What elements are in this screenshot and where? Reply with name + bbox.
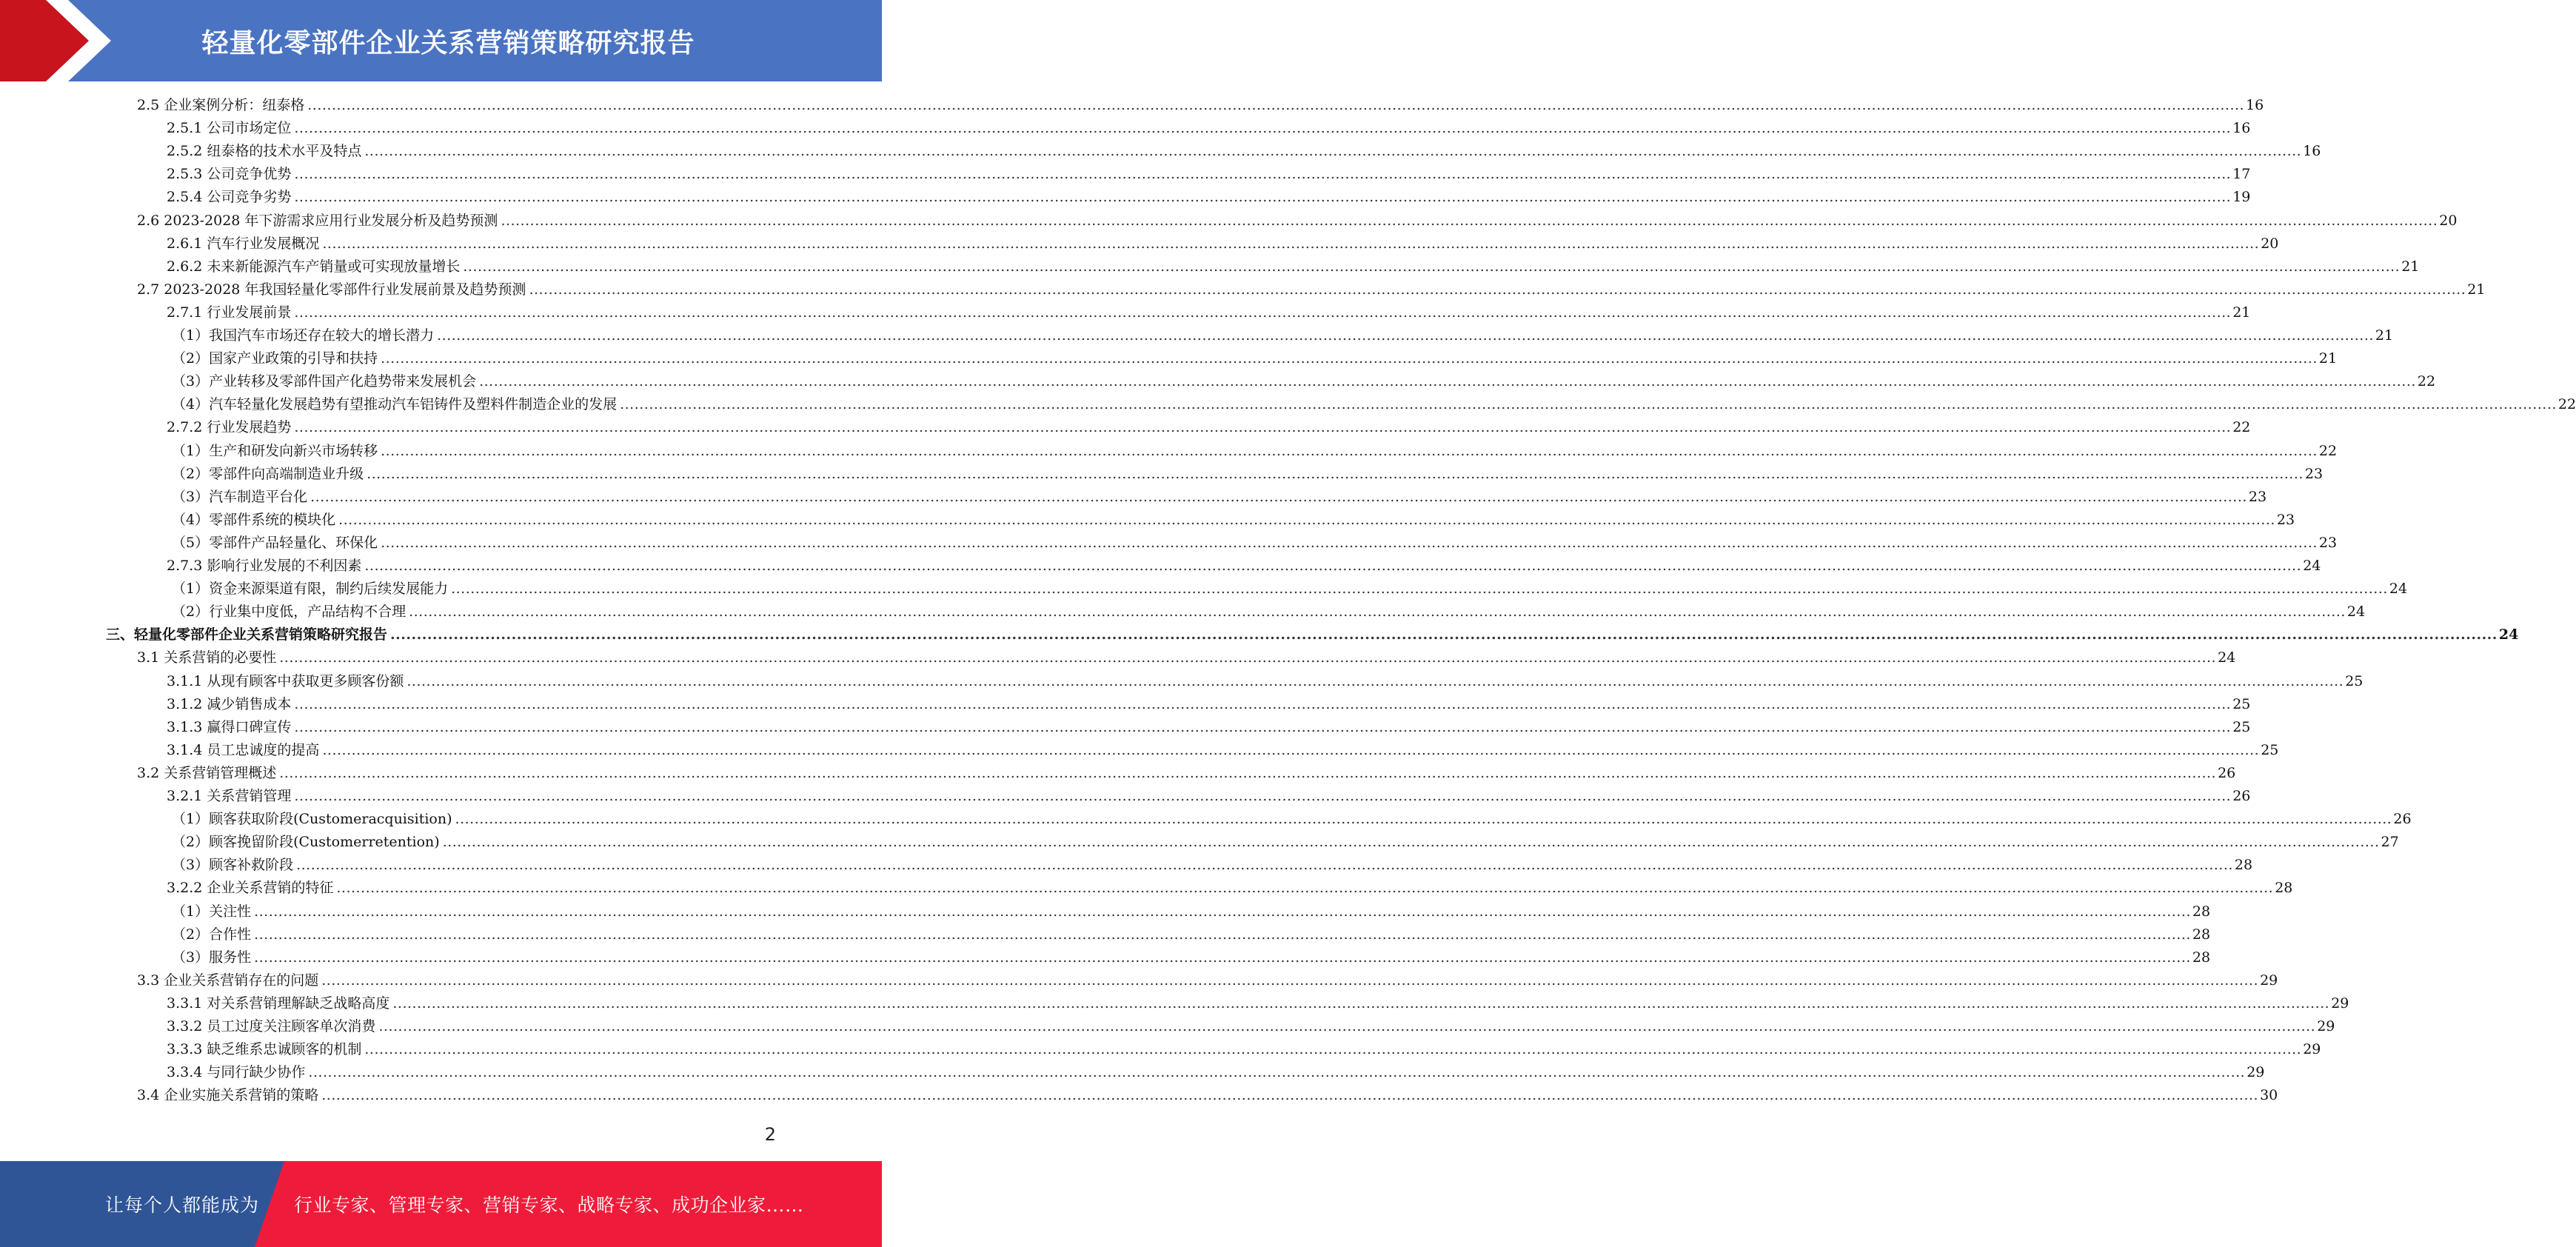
toc-entry[interactable]: [172, 324, 2394, 347]
toc-entry-label: （4）汽车轻量化发展趋势有望推动汽车铝铸件及塑料件制造企业的发展: [172, 396, 618, 412]
toc-entry[interactable]: [167, 1061, 2265, 1084]
toc-dot-leader: ................................................................................................................................................................................................................................................................................................................................................................................................................: [620, 396, 2557, 412]
toc-entry-page: 29: [2247, 1064, 2265, 1080]
toc-dot-leader: ................................................................................................................................................................................................................................................................................................................................................................................................................: [409, 604, 2346, 620]
toc-entry-label: （4）零部件系统的模块化: [172, 512, 336, 528]
toc-dot-leader: ................................................................................................................................................................................................................................................................................................................................................................................................................: [381, 350, 2318, 367]
toc-dot-leader: ................................................................................................................................................................................................................................................................................................................................................................................................................: [254, 949, 2191, 966]
toc-entry[interactable]: [137, 210, 2458, 233]
toc-dot-leader: ................................................................................................................................................................................................................................................................................................................................................................................................................: [294, 166, 2232, 182]
toc-entry-page: 25: [2261, 742, 2279, 758]
toc-dot-leader: ................................................................................................................................................................................................................................................................................................................................................................................................................: [336, 880, 2274, 896]
toc-entry-label: （2）合作性: [172, 926, 252, 943]
toc-dot-leader: ................................................................................................................................................................................................................................................................................................................................................................................................................: [279, 649, 2217, 666]
toc-entry[interactable]: [167, 233, 2279, 255]
toc-entry-page: 23: [2304, 466, 2324, 482]
toc-entry-page: 16: [2303, 143, 2321, 159]
toc-entry[interactable]: [137, 762, 2236, 785]
toc-entry-label: 3.1.1 从现有顾客中获取更多顾客份额: [167, 673, 404, 689]
toc-entry[interactable]: [137, 1084, 2278, 1107]
toc-entry-label: （1）顾客获取阶段(Customeracquisition): [172, 811, 452, 827]
toc-entry-page: 29: [2317, 1018, 2335, 1034]
toc-entry[interactable]: [172, 440, 2338, 463]
toc-dot-leader: ................................................................................................................................................................................................................................................................................................................................................................................................................: [381, 443, 2318, 459]
toc-entry-page: 24: [2498, 626, 2519, 643]
footer-slogan-left: 让每个人都能成为: [105, 1194, 260, 1216]
toc-entry-page: 25: [2232, 719, 2251, 735]
report-title: 轻量化零部件企业关系营销策略研究报告: [201, 27, 695, 58]
toc-entry[interactable]: [137, 646, 2236, 669]
toc-entry-label: 3.2.1 关系营销管理: [167, 788, 292, 804]
toc-entry[interactable]: [167, 739, 2279, 762]
toc-dot-leader: ................................................................................................................................................................................................................................................................................................................................................................................................................: [310, 489, 2247, 505]
toc-entry-page: 28: [2234, 857, 2253, 873]
toc-dot-leader: ................................................................................................................................................................................................................................................................................................................................................................................................................: [455, 811, 2392, 827]
toc-entry-label: （1）关注性: [172, 903, 252, 920]
toc-entry-label: 2.7.2 行业发展趋势: [167, 419, 292, 435]
toc-dot-leader: ................................................................................................................................................................................................................................................................................................................................................................................................................: [479, 373, 2416, 390]
toc-entry[interactable]: [167, 416, 2251, 439]
toc-entry-label: （3）顾客补救阶段: [172, 857, 294, 873]
toc-entry-page: 23: [2318, 535, 2338, 551]
toc-entry-label: 三、轻量化零部件企业关系营销策略研究报告: [106, 626, 388, 643]
toc-entry-page: 25: [2232, 696, 2251, 712]
toc-entry-label: （5）零部件产品轻量化、环保化: [172, 535, 378, 551]
toc-entry-label: 2.6.1 汽车行业发展概况: [167, 235, 320, 252]
toc-entry-label: 2.5.4 公司竞争劣势: [167, 189, 292, 205]
toc-entry[interactable]: [167, 716, 2251, 739]
toc-entry[interactable]: [167, 117, 2251, 140]
toc-entry[interactable]: [172, 578, 2408, 601]
toc-entry-label: 3.4 企业实施关系营销的策略: [137, 1087, 319, 1103]
toc-entry-label: 3.3 企业关系营销存在的问题: [137, 972, 319, 989]
toc-dot-leader: ................................................................................................................................................................................................................................................................................................................................................................................................................: [294, 419, 2232, 435]
toc-entry-page: 24: [2303, 558, 2321, 574]
toc-dot-leader: ................................................................................................................................................................................................................................................................................................................................................................................................................: [322, 235, 2260, 252]
toc-entry-label: （2）顾客挽留阶段(Customerretention): [172, 834, 440, 850]
toc-entry-page: 23: [2248, 489, 2267, 505]
toc-entry[interactable]: [167, 140, 2321, 163]
toc-entry-label: 2.5 企业案例分析：纽泰格: [137, 97, 305, 113]
toc-dot-leader: ................................................................................................................................................................................................................................................................................................................................................................................................................: [279, 765, 2217, 781]
toc-entry-page: 27: [2381, 834, 2399, 850]
toc-entry-page: 20: [2439, 213, 2458, 229]
toc-dot-leader: ................................................................................................................................................................................................................................................................................................................................................................................................................: [307, 97, 2245, 113]
toc-entry[interactable]: [172, 347, 2338, 370]
page-number: 2: [764, 1124, 776, 1145]
toc-entry-page: 16: [2232, 120, 2251, 136]
footer-slogan-right: 行业专家、管理专家、营销专家、战略专家、成功企业家……: [294, 1194, 804, 1216]
toc-entry[interactable]: [106, 624, 2519, 646]
toc-entry[interactable]: [172, 509, 2295, 532]
toc-entry-page: 28: [2275, 880, 2293, 896]
toc-entry-page: 21: [2467, 281, 2486, 298]
toc-entry-page: 28: [2192, 949, 2211, 966]
toc-entry[interactable]: [172, 900, 2211, 923]
toc-dot-leader: ................................................................................................................................................................................................................................................................................................................................................................................................................: [378, 1018, 2316, 1034]
toc-entry-page: 22: [2318, 443, 2338, 459]
toc-entry-label: 3.1.3 赢得口碑宣传: [167, 719, 292, 735]
toc-dot-leader: ................................................................................................................................................................................................................................................................................................................................................................................................................: [407, 673, 2344, 689]
toc-dot-leader: ................................................................................................................................................................................................................................................................................................................................................................................................................: [451, 581, 2388, 597]
toc-entry-label: （3）服务性: [172, 949, 252, 966]
toc-dot-leader: ................................................................................................................................................................................................................................................................................................................................................................................................................: [437, 327, 2374, 344]
toc-entry-label: （2）国家产业政策的引导和扶持: [172, 350, 378, 367]
toc-entry-page: 21: [2232, 304, 2251, 321]
toc-entry[interactable]: [172, 486, 2267, 509]
toc-entry-label: （2）零部件向高端制造业升级: [172, 466, 364, 482]
toc-dot-leader: ................................................................................................................................................................................................................................................................................................................................................................................................................: [294, 696, 2232, 712]
toc-entry[interactable]: [167, 785, 2251, 808]
page-footer: [0, 1161, 882, 1247]
toc-dot-leader: ................................................................................................................................................................................................................................................................................................................................................................................................................: [294, 189, 2232, 205]
toc-entry-label: （3）汽车制造平台化: [172, 489, 308, 505]
toc-dot-leader: ................................................................................................................................................................................................................................................................................................................................................................................................................: [321, 1087, 2259, 1103]
toc-entry-page: 20: [2261, 235, 2279, 252]
toc-entry-page: 26: [2218, 765, 2236, 781]
toc-entry[interactable]: [167, 693, 2251, 716]
toc-entry-page: 21: [2318, 350, 2338, 367]
toc-entry[interactable]: [167, 670, 2363, 693]
toc-entry[interactable]: [172, 601, 2366, 624]
toc-entry-label: 2.5.2 纽泰格的技术水平及特点: [167, 143, 362, 159]
page-header: [0, 0, 882, 81]
toc-entry[interactable]: [172, 532, 2338, 555]
toc-dot-leader: ................................................................................................................................................................................................................................................................................................................................................................................................................: [321, 972, 2259, 989]
toc-entry-label: 3.1 关系营销的必要性: [137, 649, 277, 666]
toc-entry-page: 16: [2246, 97, 2264, 113]
toc-entry-label: （1）生产和研发向新兴市场转移: [172, 443, 378, 459]
toc-entry-label: 3.2.2 企业关系营销的特征: [167, 880, 334, 896]
toc-entry[interactable]: [172, 923, 2211, 946]
toc-dot-leader: ................................................................................................................................................................................................................................................................................................................................................................................................................: [381, 535, 2318, 551]
toc-entry[interactable]: [167, 555, 2321, 578]
toc-entry-page: 30: [2260, 1087, 2278, 1103]
toc-dot-leader: ................................................................................................................................................................................................................................................................................................................................................................................................................: [501, 213, 2438, 229]
toc-dot-leader: ................................................................................................................................................................................................................................................................................................................................................................................................................: [442, 834, 2380, 850]
toc-dot-leader: ................................................................................................................................................................................................................................................................................................................................................................................................................: [338, 512, 2275, 528]
toc-entry[interactable]: [167, 877, 2293, 900]
toc-entry-page: 29: [2260, 972, 2278, 989]
toc-dot-leader: ................................................................................................................................................................................................................................................................................................................................................................................................................: [308, 1064, 2246, 1080]
toc-entry-page: 22: [2417, 373, 2436, 390]
toc-entry-label: 2.7 2023-2028 年我国轻量化零部件行业发展前景及趋势预测: [137, 281, 526, 298]
toc-entry-label: （1）我国汽车市场还存在较大的增长潜力: [172, 327, 435, 344]
toc-entry[interactable]: [137, 278, 2486, 301]
toc-entry-page: 26: [2393, 811, 2412, 827]
toc-dot-leader: ................................................................................................................................................................................................................................................................................................................................................................................................................: [254, 926, 2191, 943]
toc-dot-leader: ................................................................................................................................................................................................................................................................................................................................................................................................................: [390, 626, 2498, 643]
toc-entry-page: 24: [2389, 581, 2408, 597]
toc-entry-label: 2.5.1 公司市场定位: [167, 120, 292, 136]
toc-entry-label: 3.3.3 缺乏维系忠诚顾客的机制: [167, 1041, 362, 1057]
toc-entry[interactable]: [167, 1015, 2335, 1038]
toc-entry[interactable]: [172, 854, 2253, 877]
toc-entry-page: 23: [2276, 512, 2295, 528]
toc-dot-leader: ................................................................................................................................................................................................................................................................................................................................................................................................................: [294, 719, 2232, 735]
toc-dot-leader: ................................................................................................................................................................................................................................................................................................................................................................................................................: [367, 466, 2304, 482]
toc-dot-leader: ................................................................................................................................................................................................................................................................................................................................................................................................................: [529, 281, 2466, 298]
toc-dot-leader: ................................................................................................................................................................................................................................................................................................................................................................................................................: [463, 258, 2401, 275]
toc-entry-label: 3.3.1 对关系营销理解缺乏战略高度: [167, 995, 390, 1012]
toc-dot-leader: ................................................................................................................................................................................................................................................................................................................................................................................................................: [296, 857, 2233, 873]
toc-entry-label: 3.3.4 与同行缺少协作: [167, 1064, 306, 1080]
toc-entry[interactable]: [137, 94, 2264, 117]
toc-entry-page: 22: [2232, 419, 2251, 435]
toc-entry-page: 24: [2346, 604, 2366, 620]
toc-entry[interactable]: [137, 969, 2278, 992]
toc-entry[interactable]: [167, 992, 2349, 1015]
toc-dot-leader: ................................................................................................................................................................................................................................................................................................................................................................................................................: [294, 120, 2232, 136]
toc-entry[interactable]: [167, 1038, 2321, 1061]
toc-entry-label: （2）行业集中度低，产品结构不合理: [172, 604, 407, 620]
toc-entry-page: 19: [2232, 189, 2251, 205]
toc-entry-page: 29: [2331, 995, 2349, 1012]
toc-entry[interactable]: [167, 163, 2251, 186]
toc-entry-page: 17: [2232, 166, 2251, 182]
toc-entry-label: 3.3.2 员工过度关注顾客单次消费: [167, 1018, 376, 1034]
toc-entry-label: 3.1.2 减少销售成本: [167, 696, 292, 712]
toc-entry-label: 2.7.1 行业发展前景: [167, 304, 292, 321]
toc-entry[interactable]: [172, 370, 2436, 393]
toc-entry-page: 29: [2303, 1041, 2321, 1057]
toc-entry[interactable]: [167, 186, 2251, 209]
toc-entry[interactable]: [172, 831, 2399, 854]
toc-entry[interactable]: [167, 301, 2251, 324]
toc-entry-page: 21: [2401, 258, 2420, 275]
toc-entry-page: 22: [2557, 396, 2576, 412]
toc-entry[interactable]: [167, 255, 2420, 278]
toc-entry-label: （1）资金来源渠道有限，制约后续发展能力: [172, 581, 449, 597]
toc-dot-leader: ................................................................................................................................................................................................................................................................................................................................................................................................................: [364, 143, 2302, 159]
toc-entry-label: 3.2 关系营销管理概述: [137, 765, 277, 781]
toc-dot-leader: ................................................................................................................................................................................................................................................................................................................................................................................................................: [364, 558, 2302, 574]
toc-entry-page: 26: [2232, 788, 2251, 804]
toc-entry-label: （3）产业转移及零部件国产化趋势带来发展机会: [172, 373, 477, 390]
toc-dot-leader: ................................................................................................................................................................................................................................................................................................................................................................................................................: [294, 304, 2232, 321]
toc-entry-label: 2.6.2 未来新能源汽车产销量或可实现放量增长: [167, 258, 461, 275]
toc-dot-leader: ................................................................................................................................................................................................................................................................................................................................................................................................................: [322, 742, 2260, 758]
toc-entry-label: 2.7.3 影响行业发展的不利因素: [167, 558, 362, 574]
toc-dot-leader: ................................................................................................................................................................................................................................................................................................................................................................................................................: [364, 1041, 2302, 1057]
toc-entry-page: 28: [2192, 903, 2211, 920]
toc-entry-page: 25: [2345, 673, 2363, 689]
toc-entry[interactable]: [172, 946, 2211, 969]
toc-entry-label: 2.6 2023-2028 年下游需求应用行业发展分析及趋势预测: [137, 213, 498, 229]
toc-dot-leader: ................................................................................................................................................................................................................................................................................................................................................................................................................: [294, 788, 2232, 804]
toc-entry-page: 21: [2375, 327, 2394, 344]
toc-entry-page: 24: [2218, 649, 2236, 666]
toc-dot-leader: ................................................................................................................................................................................................................................................................................................................................................................................................................: [392, 995, 2330, 1012]
toc-entry-label: 3.1.4 员工忠诚度的提高: [167, 742, 320, 758]
toc-entry[interactable]: [172, 808, 2412, 831]
toc-entry[interactable]: [172, 463, 2324, 486]
toc-entry-label: 2.5.3 公司竞争优势: [167, 166, 292, 182]
toc-entry-page: 28: [2192, 926, 2211, 943]
toc-entry[interactable]: [172, 393, 2576, 416]
toc-dot-leader: ................................................................................................................................................................................................................................................................................................................................................................................................................: [254, 903, 2191, 920]
